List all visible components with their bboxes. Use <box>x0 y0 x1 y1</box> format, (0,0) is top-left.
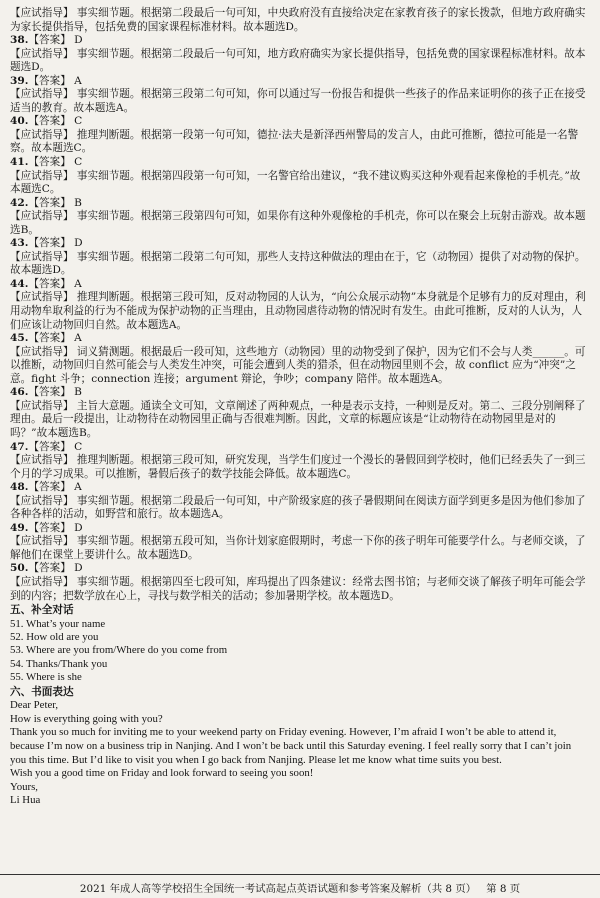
essay-paragraph: Thank you so much for inviting me to your weekend party on Friday evening. However, I’m afraid I won’t be able to attend it, because I’m now on a business trip in Nanjing. And I won’t be back until this Saturday evening. I feel really sorry that I can’t join you this time. But I’d like to visit you when I go back from Nanjing. Please let me know what time suits you best. <box>10 726 572 766</box>
list-item <box>10 75 586 116</box>
question-number: 39. <box>10 74 29 87</box>
answer-text: 【答案】 C <box>28 115 83 128</box>
question-number: 38. <box>10 34 29 47</box>
answer-list <box>10 7 586 808</box>
answer-text: 【答案】 C <box>28 156 83 169</box>
page-number: 第 8 页 <box>486 883 521 895</box>
answer-text: 【答案】 A <box>28 332 82 345</box>
sample-essay <box>10 699 586 808</box>
footer-title: 2021 年成人高等学校招生全国统一考试高起点英语试题和参考答案及解析（共 8 页） <box>79 883 477 895</box>
answer-text: 【答案】 A <box>28 481 82 494</box>
list-item <box>10 7 586 34</box>
explanation-text: 【应试指导】 事实细节题。根据第三段第四句可知，如果你有这种外观像枪的手机壳，你可以在聚会上玩射击游戏。故本题选B。 <box>10 210 586 236</box>
answer-text: 【答案】 D <box>28 521 83 534</box>
explanation-text: 【应试指导】 推理判断题。根据第三段可知，研究发现，当学生们度过一个漫长的暑假回到学校时，他们已经丢失了一到三个月的学习成果。可以推断，暑假后孩子的数学技能会降低。故本题选C。 <box>10 454 586 480</box>
explanation-text: 【应试指导】 推理判断题。根据第三段可知，反对动物园的人认为，“向公众展示动物”本身就是个足够有力的反对理由，利用动物牟取利益的行为不能成为保护动物的正当理由，且动物园虐待动物的情况时有发生。由此可推断，反对的人认为，人们应该让动物回归自然。故本题选A。 <box>10 291 586 331</box>
answer-text: 【答案】 C <box>28 440 83 453</box>
list-item <box>10 441 586 482</box>
question-number: 43. <box>10 237 29 250</box>
answer-text: 【答案】 D <box>28 34 83 47</box>
question-number: 46. <box>10 386 29 399</box>
answer-text: 【答案】 D <box>28 237 83 250</box>
answer-text: 【答案】 A <box>28 277 82 290</box>
explanation-text: 【应试指导】 事实细节题。根据第二段最后一句可知，地方政府确实为家长提供指导，包括免费的国家课程标准材料。故本题选D。 <box>10 47 586 74</box>
dialogue-answer: 54. Thanks/Thank you <box>10 657 108 670</box>
essay-closing: Yours, <box>10 780 39 793</box>
question-number: 50. <box>10 562 29 575</box>
explanation-text: 【应试指导】 事实细节题。根据第三段第二句可知，你可以通过写一份报告和提供一些孩子的作品来证明你的孩子正在接受适当的教育。故本题选A。 <box>10 88 586 114</box>
list-item <box>10 237 586 278</box>
essay-paragraph: How is everything going with you? <box>10 712 163 725</box>
question-number: 44. <box>10 277 29 290</box>
question-number: 42. <box>10 196 29 209</box>
list-item <box>10 197 586 238</box>
list-item <box>10 386 586 440</box>
explanation-text: 【应试指导】 主旨大意题。通读全文可知，文章阐述了两种观点，一种是表示支持，一种则是反对。第二、三段分别阐释了理由。最后一段提出，让动物待在动物园里正确与否很难判断。因此，文章的标题应该是“让动物待在动物园里是对的吗？”故本题选B。 <box>10 399 586 439</box>
answer-text: 【答案】 D <box>28 562 83 575</box>
dialogue-answer: 53. Where are you from/Where do you come from <box>10 644 228 657</box>
explanation-text: 【应试指导】 事实细节题。根据第二段第二句可知，那些人支持这种做法的理由在于，它（动物园）提供了对动物的保护。故本题选D。 <box>10 250 586 277</box>
essay-greeting: Dear Peter, <box>10 699 59 712</box>
explanation-text: 【应试指导】 事实细节题。根据第四段第一句可知，一名警官给出建议，“我不建议购买这种外观看起来像枪的手机壳。”故本题选C。 <box>10 169 581 196</box>
list-item <box>10 562 586 603</box>
list-item <box>10 156 586 197</box>
list-item <box>10 522 586 563</box>
question-number: 40. <box>10 115 29 128</box>
section-title-writing: 六、书面表达 <box>10 685 74 698</box>
list-item <box>10 115 586 156</box>
question-number: 45. <box>10 332 29 345</box>
explanation-text: 【应试指导】 事实细节题。根据第四至七段可知，库玛提出了四条建议：经常去图书馆；与老师交谈了解孩子明年可能会学到的内容；把数学放在心上，寻找与数学相关的活动；参加暑期学校。故本题选D。 <box>10 575 586 602</box>
explanation-text: 【应试指导】 事实细节题。根据第二段最后一句可知，中产阶级家庭的孩子暑假期间在阅读方面学到更多是因为他们参加了各种各样的活动，如野营和旅行。故本题选A。 <box>10 494 586 521</box>
essay-signature: Li Hua <box>10 794 41 807</box>
page-footer <box>0 874 600 895</box>
question-number: 47. <box>10 440 29 453</box>
explanation-text: 【应试指导】 事实细节题。根据第二段最后一句可知，中央政府没有直接给决定在家教育孩子的家长拨款，但地方政府确实为家长提供指导，包括免费的国家课程标准材料。故本题选D。 <box>10 7 586 33</box>
list-item <box>10 332 586 386</box>
list-item <box>10 481 586 522</box>
answer-text: 【答案】 B <box>28 196 82 209</box>
question-number: 48. <box>10 481 29 494</box>
question-number: 49. <box>10 521 29 534</box>
list-item <box>10 34 586 75</box>
explanation-text: 【应试指导】 推理判断题。根据第一段第一句可知，德拉·法夫是新泽西州警局的发言人，由此可推断，德拉可能是一名警察。故本题选C。 <box>10 128 579 155</box>
dialogue-answer: 55. Where is she <box>10 671 82 684</box>
list-item <box>10 278 586 332</box>
question-number: 41. <box>10 156 29 169</box>
dialogue-answer: 52. How old are you <box>10 631 99 644</box>
section-title-dialogue: 五、补全对话 <box>10 604 74 617</box>
answer-text: 【答案】 A <box>28 74 82 87</box>
essay-paragraph: Wish you a good time on Friday and look forward to seeing you soon! <box>10 767 314 780</box>
dialogue-answer: 51. What’s your name <box>10 617 106 630</box>
answer-text: 【答案】 B <box>28 386 82 399</box>
explanation-text: 【应试指导】 词义猜测题。根据最后一段可知，这些地方（动物园）里的动物受到了保护，因为它们不会与人类______。可以推断，动物回归自然可能会与人类发生冲突，可能会遭到人类的猎杀，但在动物园里则不会，故 conflict 应为“冲突”之意。fight 斗争；connection 连接；argument 辩论，争吵；company 陪伴。故本题选A。 <box>10 345 586 385</box>
explanation-text: 【应试指导】 事实细节题。根据第五段可知，当你计划家庭假期时，考虑一下你的孩子明年可能要学什么。与老师交谈，了解他们在课堂上要讲什么。故本题选D。 <box>10 535 586 561</box>
